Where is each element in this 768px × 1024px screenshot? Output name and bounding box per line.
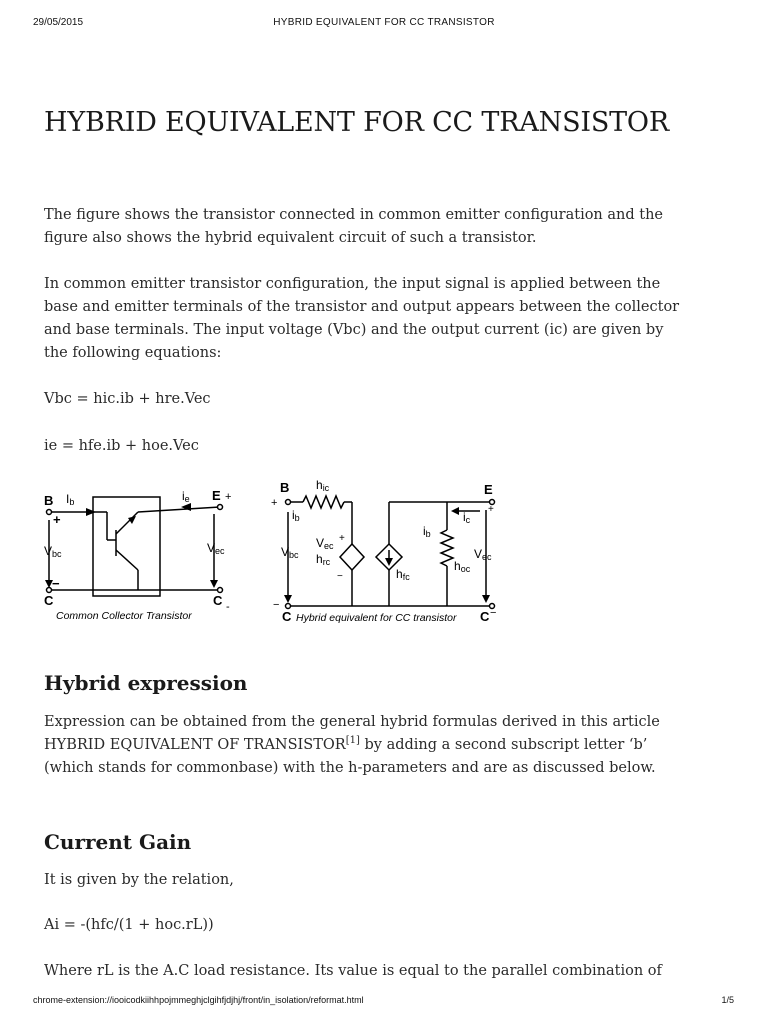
label-ib-output: ib <box>423 524 431 539</box>
label-e: E <box>212 488 221 503</box>
heading-current-gain: Current Gain <box>44 830 192 854</box>
caption-hybrid-equivalent: Hybrid equivalent for CC transistor <box>296 612 457 624</box>
label-c-hybrid-right: C <box>480 609 490 624</box>
label-minus-source: − <box>337 571 343 582</box>
dependent-voltage-source <box>340 544 364 570</box>
label-ib-input: ib <box>292 508 300 523</box>
page-number: 1/5 <box>721 995 734 1005</box>
equation-ie: ie = hfe.ib + hoe.Vec <box>44 438 199 454</box>
hybrid-expression-text: Expression can be obtained from the general hybrid formulas derived in this article HYBRID EQUIVALENT OF TRANSISTOR <box>44 714 660 753</box>
print-footer <box>0 995 768 1009</box>
label-minus-b: − <box>52 576 60 591</box>
paragraph-load-resistance: Where rL is the A.C load resistance. Its value is equal to the parallel combination of <box>44 963 662 979</box>
resistor-hic <box>303 496 344 508</box>
paragraph-configuration: In common emitter transistor configuration, the input signal is applied between the base and emitter terminals of the transistor and output appears between the collector and base terminals. The input voltage (Vbc) and the output current (ic) are given by the following equations: <box>44 276 680 361</box>
hybrid-expression-text-continued: by adding a second subscript letter ‘b’ (which stands for commonbase) with the h-parameters and are as discussed below. <box>44 737 656 776</box>
paragraph-intro: The figure shows the transistor connected in common emitter configuration and the figure also shows the hybrid equivalent circuit of such a transistor. <box>44 207 664 246</box>
label-plus-source: + <box>339 533 345 544</box>
label-hfc: hfc <box>396 567 410 582</box>
print-url: chrome-extension://iooicodkiihhpojmmeghjclgihfjdjhj/front/in_isolation/reformat.html <box>33 995 364 1005</box>
label-c-left: C <box>44 593 54 608</box>
print-date: 29/05/2015 <box>33 17 84 28</box>
label-ib: Ib <box>66 492 75 507</box>
label-plus-e: + <box>225 491 232 503</box>
paragraph-hybrid-expression <box>44 711 684 780</box>
label-hrc: hrc <box>316 552 331 567</box>
label-vec-source: Vec <box>316 536 334 551</box>
label-b: B <box>44 493 54 508</box>
label-vec-out: Vec <box>474 547 492 562</box>
paragraph-relation: It is given by the relation, <box>44 872 234 888</box>
heading-hybrid-expression: Hybrid expression <box>44 671 248 695</box>
label-hoc: hoc <box>454 559 471 574</box>
label-ic: ic <box>463 510 471 525</box>
resistor-hoc <box>441 530 453 566</box>
label-minus-out: − <box>490 607 497 619</box>
label-plus-out: + <box>488 504 494 515</box>
label-plus-b: + <box>53 512 61 527</box>
label-vec: Vec <box>207 541 225 556</box>
equation-current-gain: Ai = -(hfc/(1 + hoc.rL)) <box>44 917 214 933</box>
label-vbc: Vbc <box>44 544 62 559</box>
label-ie: ie <box>182 489 190 504</box>
label-b-hybrid: B <box>280 480 290 495</box>
reference-link[interactable]: [1] <box>345 735 360 747</box>
label-minus-in: − <box>273 599 280 611</box>
article-title: HYBRID EQUIVALENT FOR CC TRANSISTOR <box>44 107 669 138</box>
label-c-right: C <box>213 593 223 608</box>
print-title: HYBRID EQUIVALENT FOR CC TRANSISTOR <box>273 17 495 28</box>
figure-common-collector <box>45 497 223 596</box>
label-e-hybrid: E <box>484 482 493 497</box>
label-c-hybrid-left: C <box>282 609 292 624</box>
label-vbc-hybrid: Vbc <box>281 545 299 560</box>
label-minus-e: - <box>226 601 230 613</box>
caption-common-collector: Common Collector Transistor <box>56 610 192 622</box>
equation-vbc: Vbc = hic.ib + hre.Vec <box>44 391 211 407</box>
label-plus-in: + <box>271 497 278 509</box>
label-hic: hic <box>316 478 330 493</box>
